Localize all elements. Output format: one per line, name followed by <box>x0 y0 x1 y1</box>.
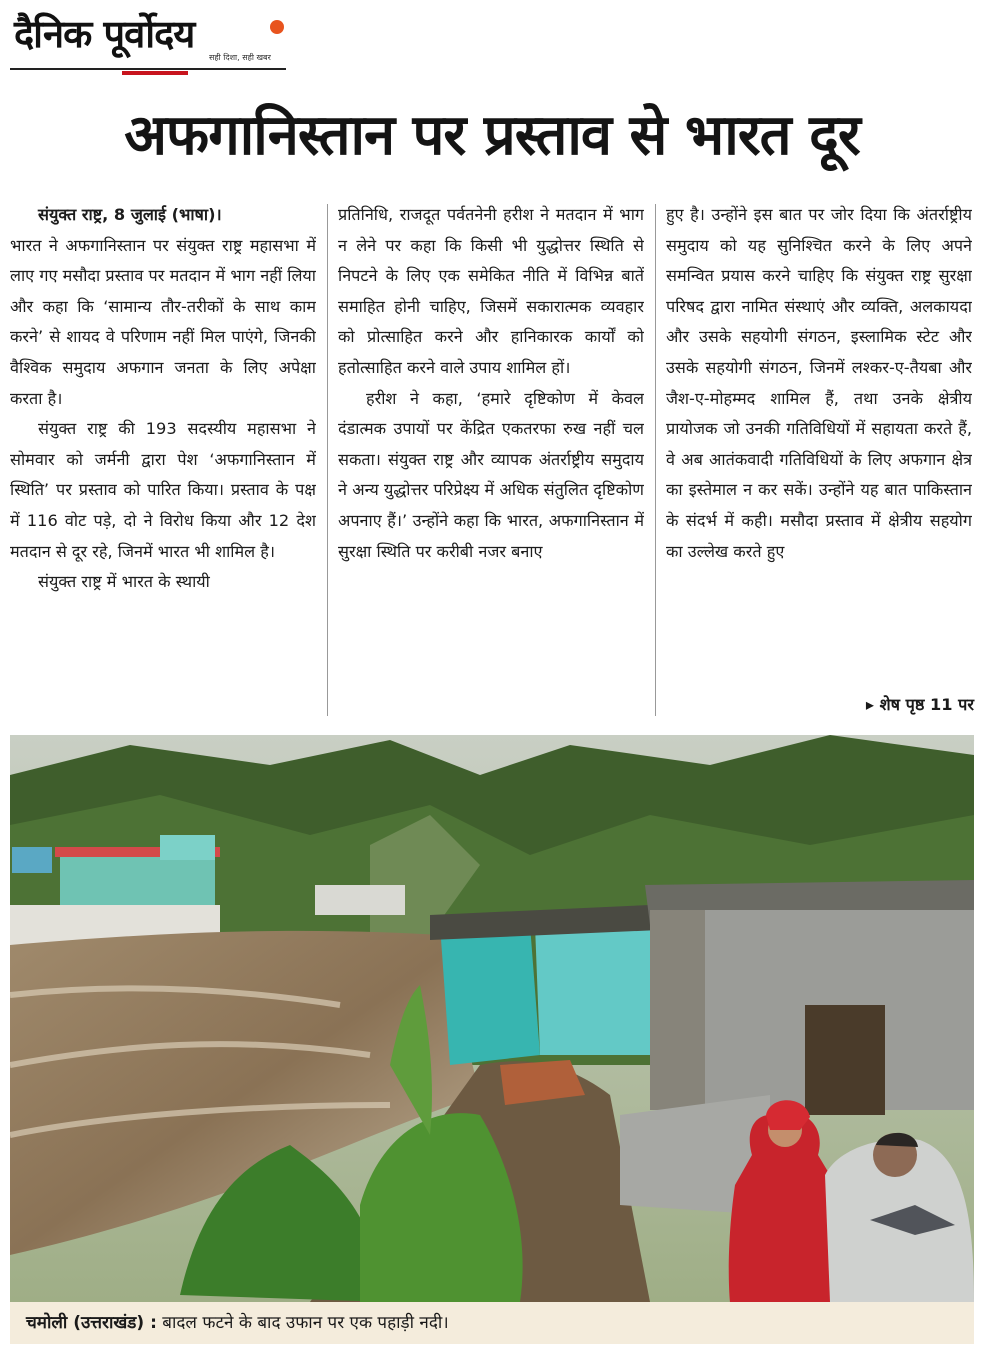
newspaper-logo[interactable]: दैनिक पूर्वोदय <box>14 12 195 56</box>
article-paragraph: हरीश ने कहा, ‘हमारे दृष्टिकोण में केवल दंडात्मक उपायों पर केंद्रित एकतरफा रुख नहीं चल सकता। संयुक्त राष्ट्र और व्यापक अंतर्राष्ट्रीय समुदाय ने अन्य युद्धोत्तर परिप्रेक्ष्य में अधिक संतुलित दृष्टिकोण अपनाए हैं।’ उन्होंने कहा कि भारत, अफगानिस्तान में सुरक्षा स्थिति पर करीबी नजर बनाए <box>338 388 644 561</box>
logo-sun-icon <box>270 20 284 34</box>
masthead <box>10 8 286 72</box>
news-photo <box>10 735 974 1302</box>
masthead-rule <box>10 68 286 70</box>
article-column-1 <box>10 200 316 720</box>
article-paragraph: संयुक्त राष्ट्र में भारत के स्थायी <box>38 572 210 592</box>
caption-location: चमोली (उत्तराखंड) : <box>26 1313 157 1333</box>
article-dateline: संयुक्त राष्ट्र, 8 जुलाई (भाषा)। <box>38 205 222 224</box>
article-column-3 <box>666 200 972 720</box>
caption-text: बादल फटने के बाद उफान पर एक पहाड़ी नदी। <box>162 1313 449 1333</box>
masthead-red-bar <box>122 71 188 75</box>
article-column-2 <box>338 200 644 720</box>
continued-on-page-link[interactable]: ▸ शेष पृष्ठ 11 पर <box>806 692 974 718</box>
article-paragraph: भारत ने अफगानिस्तान पर संयुक्त राष्ट्र महासभा में लाए गए मसौदा प्रस्ताव पर मतदान में भाग नहीं लिया और कहा कि ‘सामान्य तौर-तरीकों के साथ काम करने’ से शायद वे परिणाम नहीं मिल पाएंगे, जिनकी वैश्विक समुदाय अफगान जनता के लिए अपेक्षा करता है। <box>10 235 316 408</box>
column-divider <box>327 204 328 716</box>
article-paragraph: हुए है। उन्होंने इस बात पर जोर दिया कि अंतर्राष्ट्रीय समुदाय को यह सुनिश्चित करने के लिए अपने समन्वित प्रयास करने चाहिए कि संयुक्त राष्ट्र सुरक्षा परिषद द्वारा नामित संस्थाएं और व्यक्ति, अलकायदा और उसके सहयोगी संगठन, इस्लामिक स्टेट और उसके सहयोगी संगठन, जिनमें लश्कर-ए-तैयबा और जैश-ए-मोहम्मद शामिल हैं, तथा उनके क्षेत्रीय प्रायोजक जो उनकी गतिविधियों में सहायता करते हैं, वे अब आतंकवादी गतिविधियों के लिए अफगान क्षेत्र का इस्तेमाल न कर सकें। उन्होंने यह बात पाकिस्तान के संदर्भ में कही। मसौदा प्रस्ताव में क्षेत्रीय सहयोग का उल्लेख करते हुए <box>666 205 972 561</box>
article-headline: अफगानिस्तान पर प्रस्ताव से भारत दूर <box>124 103 860 168</box>
flood-river-photo <box>10 735 974 1302</box>
article-paragraph: प्रतिनिधि, राजदूत पर्वतनेनी हरीश ने मतदान में भाग न लेने पर कहा कि किसी भी युद्धोत्तर स्थिति से निपटने के लिए एक समेकित नीति में विभिन्न बातें समाहित होनी चाहिए, जिसमें सकारात्मक व्यवहार को प्रोत्साहित करने और हानिकारक कार्यों को हतोत्साहित करने वाले उपाय शामिल हों। <box>338 205 644 377</box>
column-divider <box>655 204 656 716</box>
photo-caption <box>10 1302 974 1344</box>
article-dateline-para <box>10 200 316 231</box>
newspaper-tagline: सही दिशा, सही खबर <box>209 53 271 62</box>
article-paragraph: संयुक्त राष्ट्र की 193 सदस्यीय महासभा ने सोमवार को जर्मनी द्वारा पेश ‘अफगानिस्तान में स्थिति’ पर प्रस्ताव को पारित किया। प्रस्ताव के पक्ष में 116 वोट पड़े, दो ने विरोध किया और 12 देश मतदान से दूर रहे, जिनमें भारत भी शामिल है। <box>10 419 316 561</box>
